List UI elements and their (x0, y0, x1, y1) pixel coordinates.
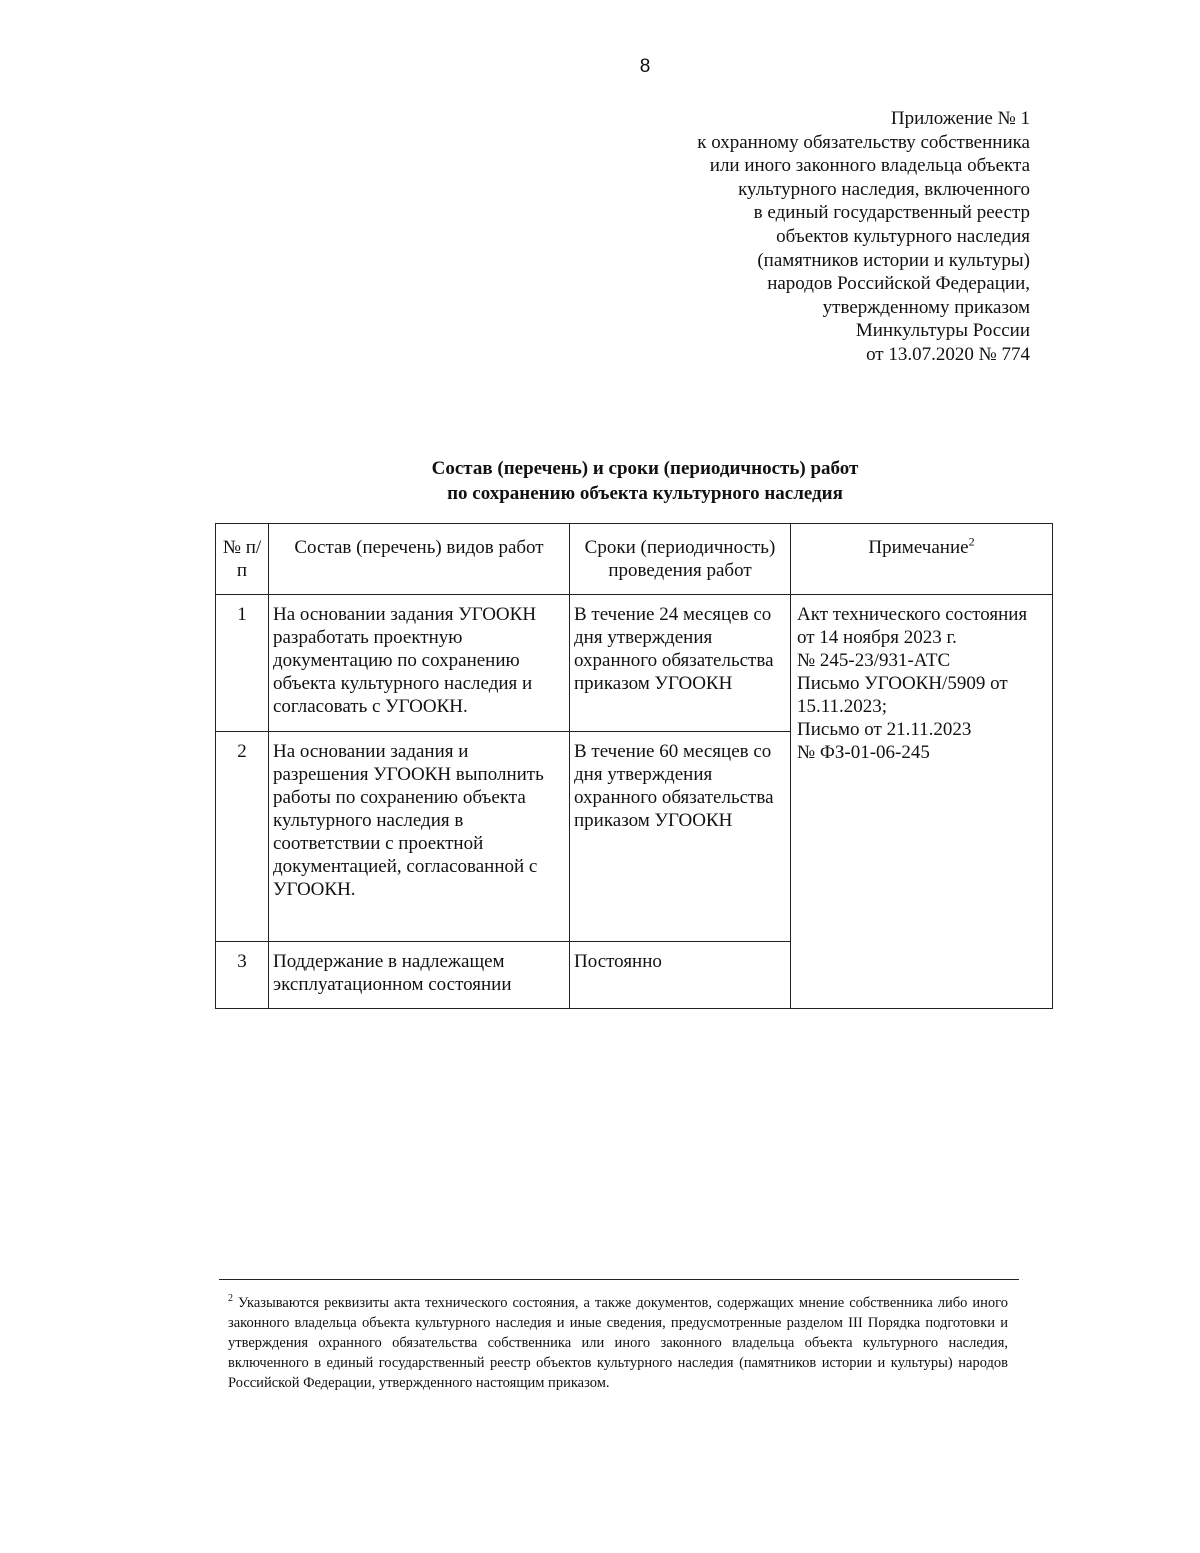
row-works: На основании задания УГООКН разработать проектную документацию по сохранению объекта культурного наследия и согласовать с УГООКН. (269, 595, 570, 732)
note-line: Акт технического состояния (797, 604, 1028, 625)
row-terms: В течение 60 месяцев со дня утверждения охранного обязательства приказом УГООКН (570, 732, 791, 942)
header-terms: Сроки (периодичность) проведения работ (570, 524, 791, 595)
appendix-line: или иного законного владельца объекта (709, 155, 1030, 177)
note-line: 15.11.2023; (797, 696, 888, 717)
footnote-marker: 2 (228, 1293, 233, 1305)
header-num: № п/п (216, 524, 269, 595)
note-line: от 14 ноября 2023 г. (797, 627, 957, 648)
row-works: На основании задания и разрешения УГООКН выполнить работы по сохранению объекта культурного наследия в соответствии с проектной документацией, согласованной с УГООКН. (269, 732, 570, 942)
appendix-line: утвержденному приказом (822, 296, 1030, 318)
title-line: по сохранению объекта культурного наследия (447, 483, 843, 504)
appendix-line: Приложение № 1 (890, 108, 1030, 129)
footnote-divider (219, 1279, 1019, 1280)
document-title (300, 456, 990, 506)
appendix-header (610, 107, 1030, 367)
page-number: 8 (639, 56, 651, 77)
appendix-line: культурного наследия, включенного (738, 178, 1030, 200)
table-header-row (216, 524, 1053, 595)
row-terms: В течение 24 месяцев со дня утверждения охранного обязательства приказом УГООКН (570, 595, 791, 732)
title-line: Состав (перечень) и сроки (периодичность) работ (431, 458, 859, 479)
appendix-line: народов Российской Федерации, (767, 273, 1030, 295)
row-note (791, 595, 1053, 1009)
row-number: 3 (216, 942, 269, 1009)
row-number: 2 (216, 732, 269, 942)
table-row (216, 595, 1053, 732)
note-line: № 245-23/931-АТС (797, 650, 951, 671)
header-works: Состав (перечень) видов работ (269, 524, 570, 595)
works-table (215, 523, 1053, 1009)
appendix-line: в единый государственный реестр (753, 202, 1030, 224)
note-line: Письмо от 21.11.2023 (797, 719, 972, 740)
appendix-line: Минкультуры России (855, 320, 1030, 342)
appendix-line: от 13.07.2020 № 774 (866, 343, 1030, 365)
row-works: Поддержание в надлежащем эксплуатационном состоянии (269, 942, 570, 1009)
footnote-text: Указываются реквизиты акта технического состояния, а также документов, содержащих мнение собственника либо иного законного владельца объекта культурного наследия и иные сведения, предусмотренные разделом III Порядка подготовки и утверждения охранного обязательства собственника или иного законного владельца объекта культурного наследия, включенного в единый государственный реестр объектов культурного наследия (памятников истории и культуры) народов Российской Федерации, утвержденного настоящим приказом. (228, 1295, 1009, 1391)
appendix-line: к охранному обязательству собственника (697, 131, 1030, 153)
header-note (791, 524, 1053, 595)
appendix-line: (памятников истории и культуры) (757, 249, 1030, 271)
note-line: Письмо УГООКН/5909 от (797, 673, 1008, 694)
footnote (228, 1293, 1008, 1393)
row-number: 1 (216, 595, 269, 732)
footnote-ref: 2 (968, 534, 975, 549)
note-line: № ФЗ-01-06-245 (797, 742, 930, 763)
header-note-label: Примечание (868, 537, 969, 558)
row-terms: Постоянно (570, 942, 791, 1009)
appendix-line: объектов культурного наследия (776, 225, 1030, 247)
